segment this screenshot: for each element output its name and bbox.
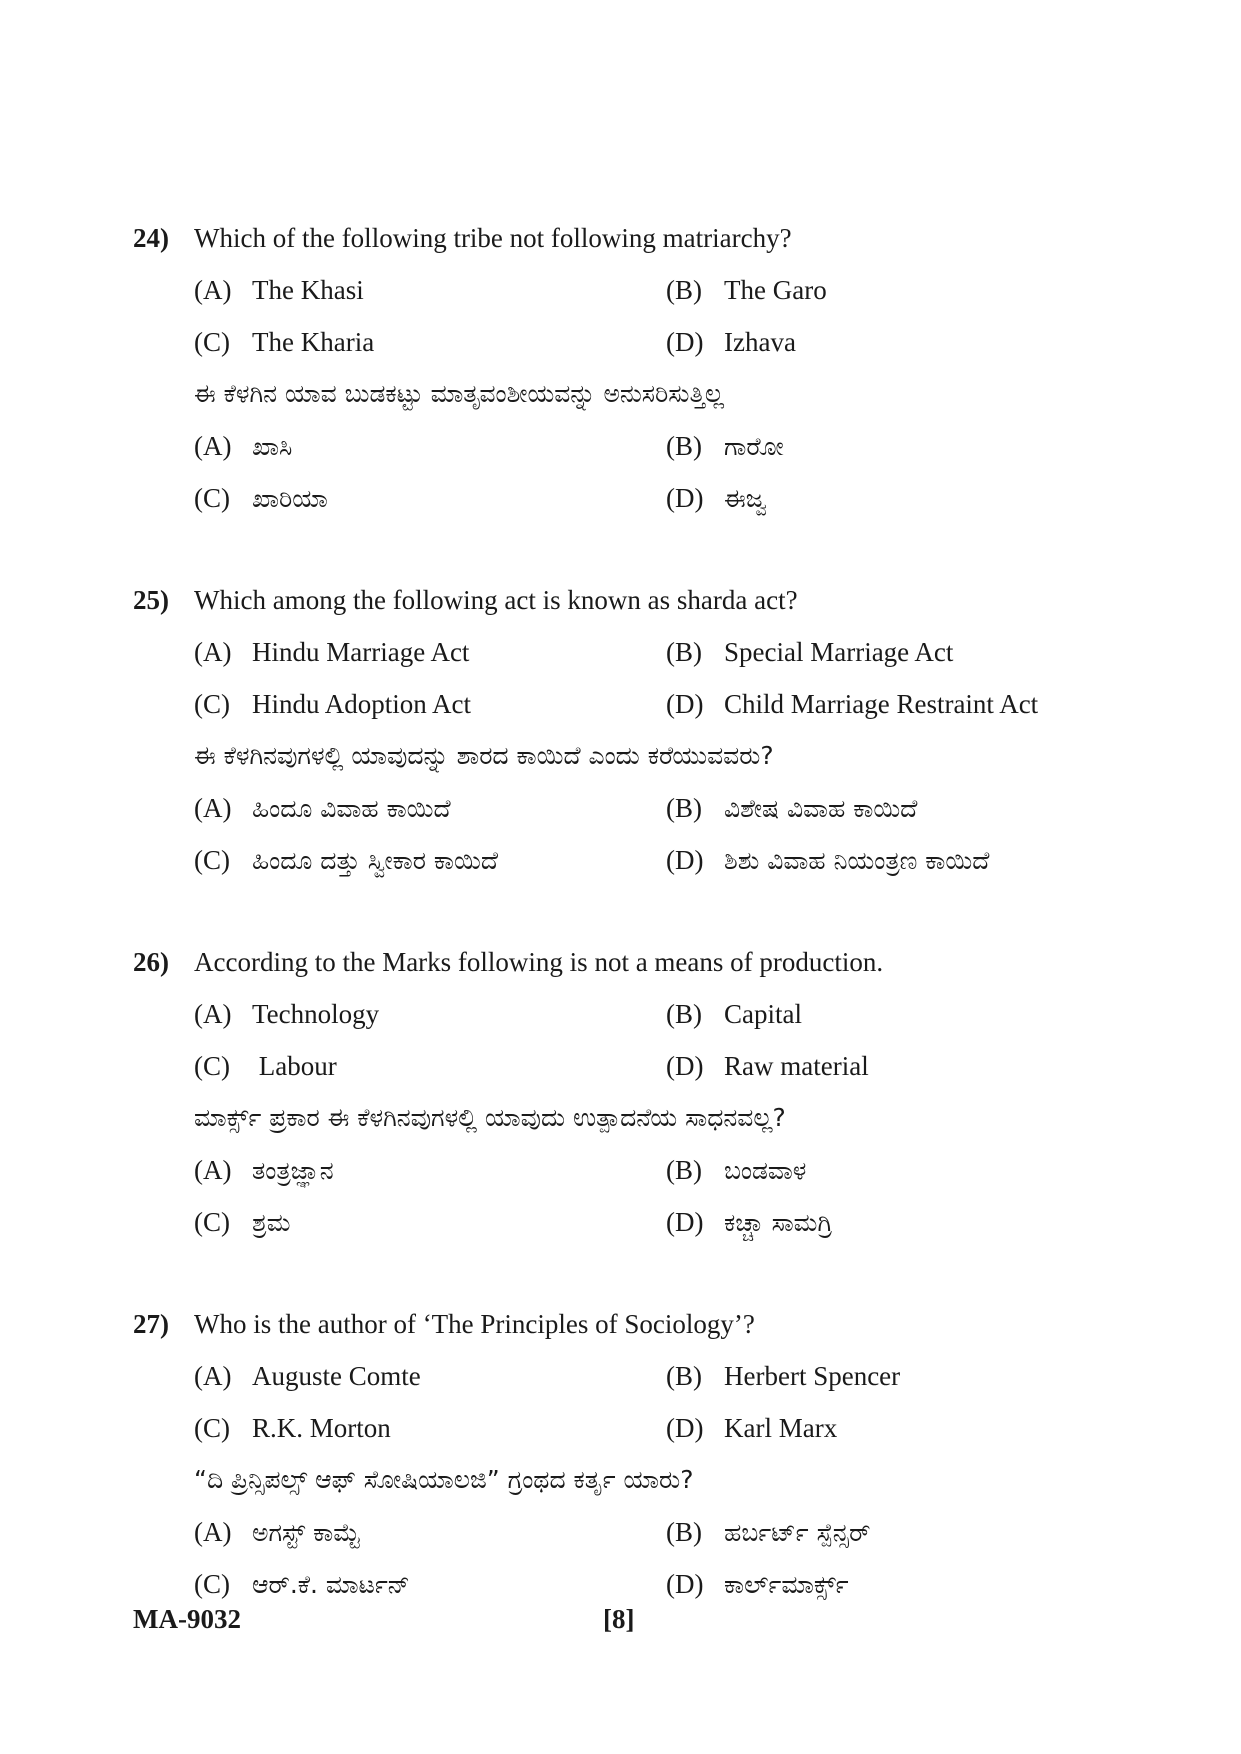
question-header xyxy=(133,574,1133,626)
question-number: 24) xyxy=(133,223,169,253)
option-c-kannada: (C) ಆರ್.ಕೆ. ಮಾರ್ಟನ್ xyxy=(194,1569,410,1599)
option-a-kannada: (A) ತಂತ್ರಜ್ಞಾನ xyxy=(194,1155,334,1185)
option-a-kannada: (A) ಖಾಸಿ xyxy=(194,431,293,461)
question-text-english: According to the Marks following is not a means of production. xyxy=(194,947,884,977)
paper-code: MA-9032 xyxy=(133,1604,241,1634)
option-b-english: (B) The Garo xyxy=(666,275,827,305)
options-row xyxy=(133,1040,1133,1092)
options-row xyxy=(133,1558,1133,1610)
options-row xyxy=(133,1144,1133,1196)
question-text-kannada-line xyxy=(133,1092,1133,1144)
question-text-kannada-line xyxy=(133,368,1133,420)
question-text-kannada-line xyxy=(133,730,1133,782)
option-a-kannada: (A) ಹಿಂದೂ ವಿವಾಹ ಕಾಯಿದೆ xyxy=(194,793,451,823)
options-row xyxy=(133,988,1133,1040)
page-number: [8] xyxy=(603,1604,635,1634)
options-row xyxy=(133,782,1133,834)
option-d-kannada: (D) ಕಚ್ಚಾ ಸಾಮಗ್ರಿ xyxy=(666,1207,833,1237)
options-row xyxy=(133,834,1133,886)
option-a-kannada: (A) ಅಗಸ್ಟ್ ಕಾಮ್ಟೆ xyxy=(194,1517,360,1547)
option-a-english: (A) Auguste Comte xyxy=(194,1361,421,1391)
question-header xyxy=(133,936,1133,988)
question-text-english: Who is the author of ‘The Principles of Sociology’? xyxy=(194,1309,755,1339)
question-text-kannada-line xyxy=(133,1454,1133,1506)
options-row xyxy=(133,420,1133,472)
option-a-english: (A) Technology xyxy=(194,999,380,1029)
option-b-english: (B) Herbert Spencer xyxy=(666,1361,901,1391)
option-d-english: (D) Karl Marx xyxy=(666,1413,838,1443)
option-b-english: (B) Capital xyxy=(666,999,802,1029)
options-row xyxy=(133,1506,1133,1558)
option-d-kannada: (D) ಕಾರ್ಲ್‌ಮಾರ್ಕ್ಸ್ xyxy=(666,1569,849,1599)
option-d-kannada: (D) ಈಜ್ವ xyxy=(666,483,767,513)
question-text-english: Which among the following act is known as sharda act? xyxy=(194,585,798,615)
option-d-english: (D) Izhava xyxy=(666,327,796,357)
question-text-kannada: ಮಾರ್ಕ್ಸ್ ಪ್ರಕಾರ ಈ ಕೆಳಗಿನವುಗಳಲ್ಲಿ ಯಾವುದು ಉತ್ಪಾದನೆಯ ಸಾಧನವಲ್ಲ? xyxy=(194,1103,786,1132)
option-a-english: (A) Hindu Marriage Act xyxy=(194,637,470,667)
question-header xyxy=(133,1298,1133,1350)
options-row xyxy=(133,1350,1133,1402)
option-c-kannada: (C) ಶ್ರಮ xyxy=(194,1207,291,1237)
option-b-kannada: (B) ಬಂಡವಾಳ xyxy=(666,1155,807,1185)
options-row xyxy=(133,678,1133,730)
option-b-kannada: (B) ಹರ್ಬರ್ಟ್ ಸ್ಪೆನ್ಸರ್ xyxy=(666,1517,871,1547)
question-26 xyxy=(133,936,1133,1248)
options-row xyxy=(133,626,1133,678)
option-d-english: (D) Child Marriage Restraint Act xyxy=(666,689,1039,719)
question-number: 26) xyxy=(133,947,169,977)
option-a-english: (A) The Khasi xyxy=(194,275,364,305)
option-b-kannada: (B) ಗಾರೋ xyxy=(666,431,784,461)
option-c-kannada: (C) ಹಿಂದೂ ದತ್ತು ಸ್ವೀಕಾರ ಕಾಯಿದೆ xyxy=(194,845,498,875)
question-text-kannada: “ದಿ ಪ್ರಿನ್ಸಿಪಲ್ಸ್ ಆಫ್ ಸೋಷಿಯಾಲಜಿ” ಗ್ರಂಥದ ಕರ್ತೃ ಯಾರು? xyxy=(194,1465,694,1494)
options-row xyxy=(133,472,1133,524)
question-text-kannada: ಈ ಕೆಳಗಿನವುಗಳಲ್ಲಿ ಯಾವುದನ್ನು ಶಾರದ ಕಾಯಿದೆ ಎಂದು ಕರೆಯುವವರು? xyxy=(194,741,774,770)
question-27 xyxy=(133,1298,1133,1610)
option-b-kannada: (B) ವಿಶೇಷ ವಿವಾಹ ಕಾಯಿದೆ xyxy=(666,793,918,823)
option-c-english: (C) Hindu Adoption Act xyxy=(194,689,472,719)
question-header xyxy=(133,212,1133,264)
option-d-kannada: (D) ಶಿಶು ವಿವಾಹ ನಿಯಂತ್ರಣ ಕಾಯಿದೆ xyxy=(666,845,990,875)
options-row xyxy=(133,264,1133,316)
question-number: 27) xyxy=(133,1309,169,1339)
option-c-kannada: (C) ಖಾರಿಯಾ xyxy=(194,483,328,513)
question-text-kannada: ಈ ಕೆಳಗಿನ ಯಾವ ಬುಡಕಟ್ಟು ಮಾತೃವಂಶೀಯವನ್ನು ಅನುಸರಿಸುತ್ತಿಲ್ಲ xyxy=(194,379,725,408)
question-25 xyxy=(133,574,1133,886)
question-24 xyxy=(133,212,1133,524)
option-c-english: (C) Labour xyxy=(194,1051,337,1081)
question-number: 25) xyxy=(133,585,169,615)
question-text-english: Which of the following tribe not following matriarchy? xyxy=(194,223,792,253)
option-c-english: (C) R.K. Morton xyxy=(194,1413,391,1443)
option-b-english: (B) Special Marriage Act xyxy=(666,637,954,667)
options-row xyxy=(133,316,1133,368)
option-c-english: (C) The Kharia xyxy=(194,327,375,357)
option-d-english: (D) Raw material xyxy=(666,1051,869,1081)
options-row xyxy=(133,1196,1133,1248)
options-row xyxy=(133,1402,1133,1454)
